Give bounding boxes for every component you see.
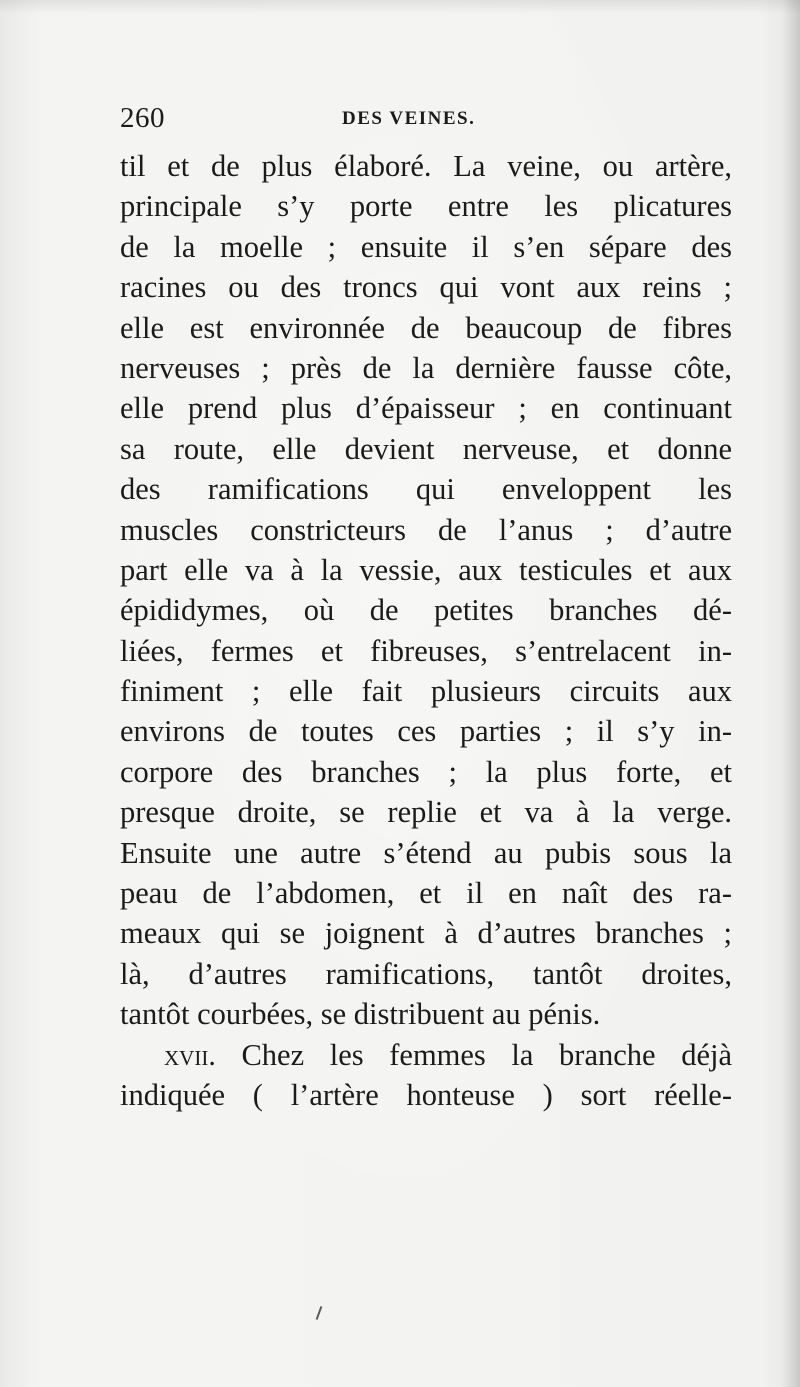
text-line: peau de l’abdomen, et il en naît des ra- (120, 876, 732, 911)
ink-speck (316, 1306, 323, 1320)
text-line: tantôt courbées, se distribuent au pénis. (120, 997, 601, 1032)
text-line: liées, fermes et fibreuses, s’entrelacent in- (120, 633, 732, 668)
section-line-text: Chez les femmes la branche déjà (215, 1037, 732, 1072)
text-line: corpore des branches ; la plus forte, et (120, 754, 732, 789)
text-line: indiquée ( l’artère honteuse ) sort réelle- (120, 1077, 732, 1112)
text-line: racines ou des troncs qui vont aux reins ; (120, 270, 732, 305)
text-line: environs de toutes ces parties ; il s’y in- (120, 714, 732, 749)
text-line: là, d’autres ramifications, tantôt droites, (120, 956, 732, 991)
text-line: elle est environnée de beaucoup de fibres (120, 310, 732, 345)
running-head: DES VEINES. (342, 108, 476, 129)
page-gutter-shadow (782, 0, 800, 1387)
text-line: sa route, elle devient nerveuse, et donne (120, 431, 732, 466)
section-number: xvii. (164, 1038, 216, 1072)
text-line: Ensuite une autre s’étend au pubis sous la (120, 835, 732, 870)
page-header (120, 100, 730, 140)
text-line: presque droite, se replie et va à la verge. (120, 795, 732, 830)
page-number: 260 (120, 102, 165, 134)
text-line: elle prend plus d’épaisseur ; en continuant (120, 391, 732, 426)
text-line: meaux qui se joignent à d’autres branches ; (120, 916, 732, 951)
text-line: épididymes, où de petites branches dé- (120, 593, 732, 628)
text-line: til et de plus élaboré. La veine, ou artère, (120, 149, 732, 183)
body-text (120, 146, 732, 1115)
text-line: part elle va à la vessie, aux testicules et aux (120, 552, 732, 587)
text-line: principale s’y porte entre les plicatures (120, 189, 732, 224)
text-line: des ramifications qui enveloppent les (120, 472, 732, 507)
text-line: de la moelle ; ensuite il s’en sépare des (120, 229, 732, 264)
text-line: muscles constricteurs de l’anus ; d’autre (120, 512, 732, 547)
page-top-shadow (0, 0, 800, 14)
text-line: finiment ; elle fait plusieurs circuits aux (120, 674, 732, 709)
text-line: nerveuses ; près de la dernière fausse côte, (120, 350, 732, 385)
section-start-line (120, 1035, 732, 1075)
